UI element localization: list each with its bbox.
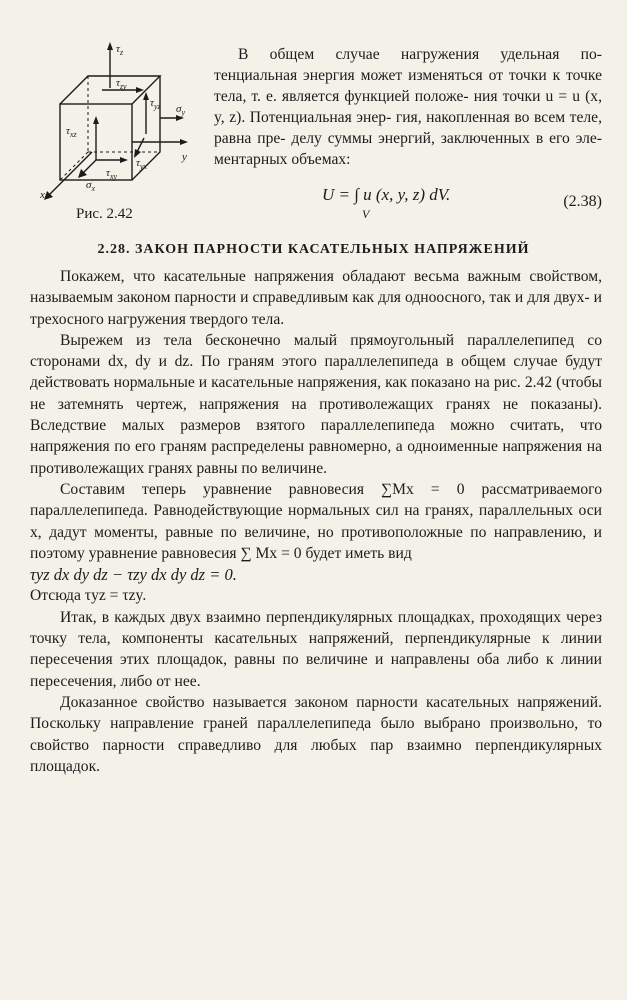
paragraph: Составим теперь уравнение равновесия ∑Mx = 0 рассматриваемого параллелепипеда. Равнодействующие нормальных сил на гранях, параллельных оси x, дадут моменты, равные по величине, но противоположные по направлению, и поэтому уравнение равновесия ∑ Mx = 0 будет иметь вид: [30, 480, 602, 562]
section-title: 2.28. ЗАКОН ПАРНОСТИ КАСАТЕЛЬНЫХ НАПРЯЖЕНИЙ: [97, 242, 530, 257]
intro-line: тенциальная энергия может изменяться от точки: [214, 67, 547, 84]
intro-line: ния точки u = u (x, y, z). Потенциальная энер-: [214, 88, 603, 126]
label-sigma-y: $\sigma_y$: [176, 103, 185, 117]
label-tau-xz: $\tau_{xz}$: [66, 125, 77, 139]
parallelepiped-diagram: [32, 38, 200, 206]
paragraph: Доказанное свойство называется законом парности касательных напряжений. Поскольку направление граней параллелепипеда было выбрано произвольно, то свойство парности справедливо для любых пар взаимно перпендикулярных площадок.: [30, 693, 602, 775]
label-sigma-x: $\sigma_x$: [86, 179, 95, 193]
figure-2-42: [32, 38, 200, 236]
formula-text: U = ∫ u (x, y, z) dV.: [322, 185, 451, 204]
paragraph: Покажем, что касательные напряжения обладают весьма важным свойством, называемым законом парности и справедливым как для одноосного, так и для двух- и трехосного нагружения твердого тела.: [30, 268, 602, 328]
label-axis-y: y: [182, 151, 187, 163]
label-axis-x: x: [40, 189, 45, 201]
formula-2-38: [322, 185, 602, 225]
intro-line: к точке тела, т. е. является функцией положе-: [214, 67, 603, 105]
intro-line: гия, накопленная во всем теле, равна пре-: [214, 109, 602, 147]
intro-line: В общем случае нагружения удельная по-: [238, 46, 602, 63]
body-text: [30, 266, 602, 777]
figure-caption: Рис. 2.42: [76, 206, 133, 222]
paragraph: Вырежем из тела бесконечно малый прямоугольный параллелепипед со сторонами dx, dy и dz. По граням этого параллелепипеда в общем случае будут действовать нормальные и касательные напряжения, как показано на рис. 2.42 (чтобы не затемнять чертеж, напряжения на противолежащих гранях не показаны). Вследствие малых размеров взятого параллелепипеда можно считать, что напряжения по его граням распределены равномерно, а одноименные напряжения на противолежащих гранях равны по величине.: [30, 331, 602, 477]
intro-line: делу суммы энергий, заключенных в его эле-: [291, 130, 602, 147]
equation-number: (2.38): [563, 193, 602, 210]
label-tau-yz: $\tau_{yz}$: [150, 97, 161, 111]
label-tau-yx: $\tau_{yx}$: [136, 157, 148, 171]
conclusion-line: Отсюда τyz = τzy.: [30, 587, 147, 605]
label-tau-z: $\tau_z$: [116, 43, 124, 57]
intro-paragraph: [214, 44, 602, 170]
label-tau-xy: $\tau_{xy}$: [106, 167, 118, 181]
integral-subscript: V: [362, 207, 370, 221]
label-tau-zy: $\tau_{zy}$: [116, 77, 127, 91]
intro-line: ментарных объемах:: [214, 151, 351, 168]
equilibrium-equation: τyz dx dy dz − τzy dx dy dz = 0.: [30, 565, 237, 585]
paragraph: Итак, в каждых двух взаимно перпендикулярных площадках, проходящих через точку тела, компоненты касательных напряжений, перпендикулярные к линии пересечения этих площадок, равны по величине и направлены оба либо к линии пересечения, либо от нее.: [30, 608, 602, 690]
